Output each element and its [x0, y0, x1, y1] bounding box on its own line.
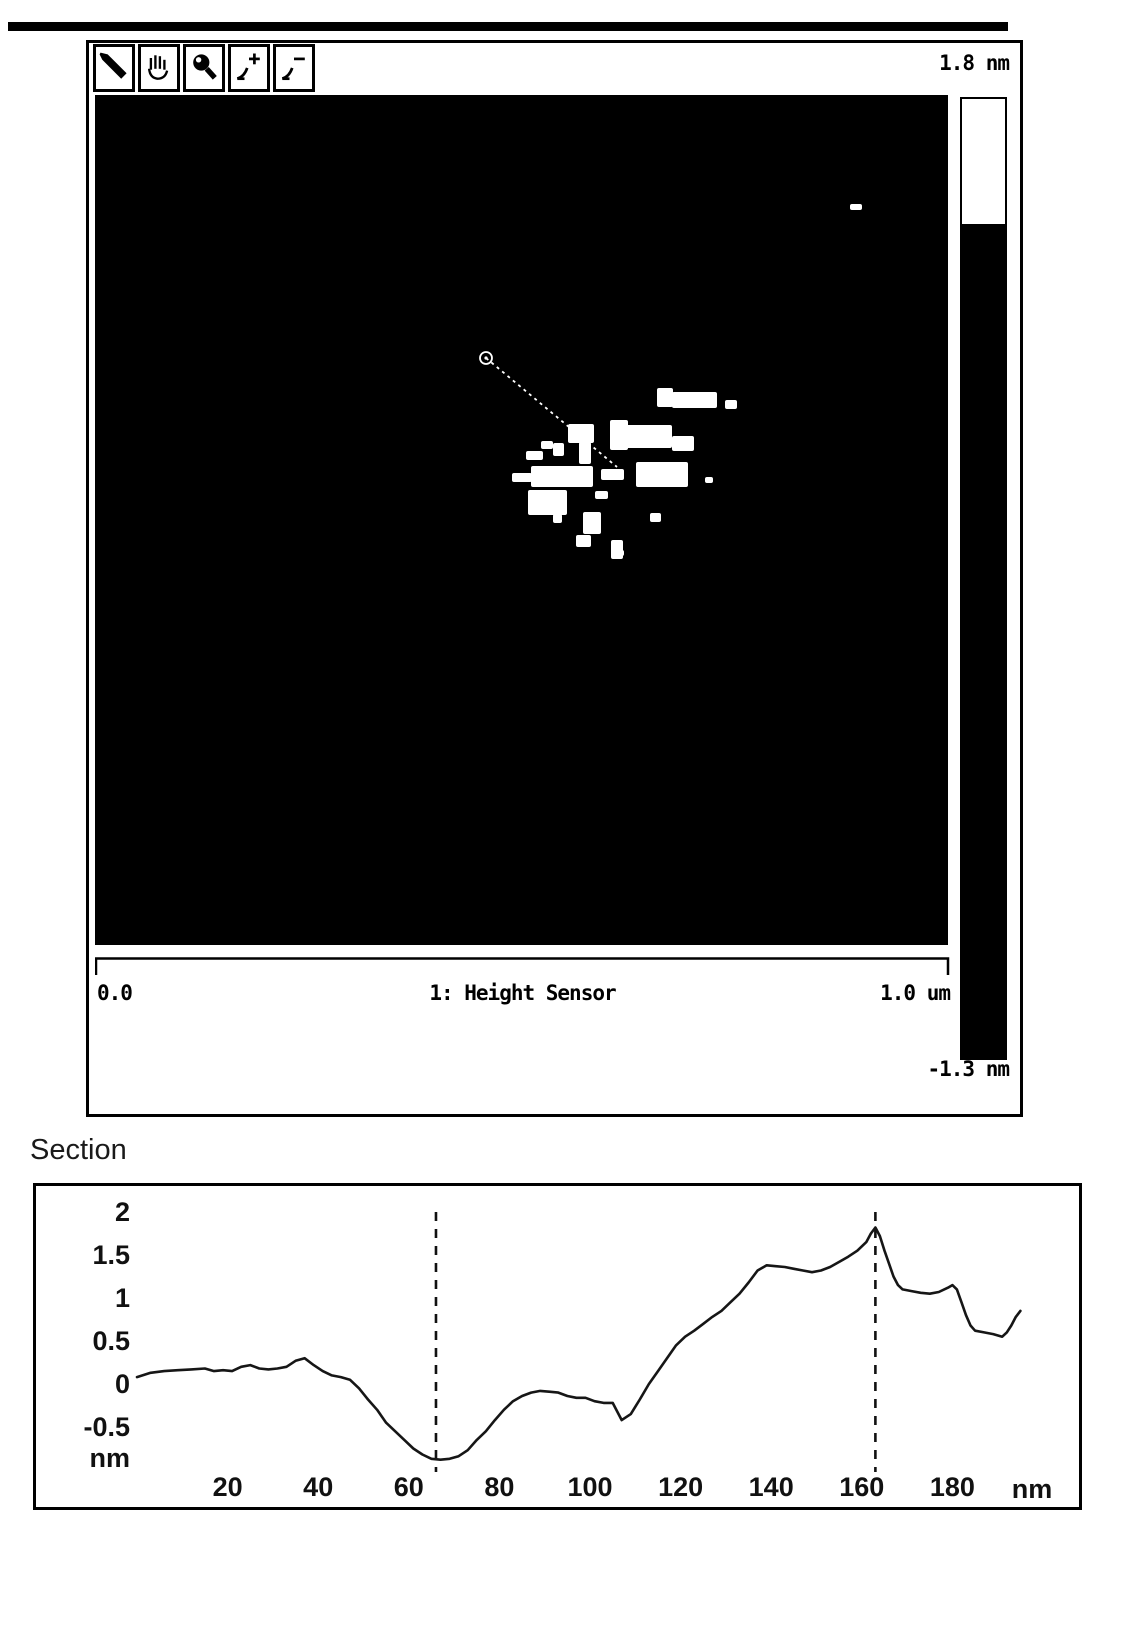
marker-add-tool-button[interactable] [228, 44, 270, 92]
x-tick-label: 60 [393, 1472, 424, 1502]
section-chart [33, 1183, 1082, 1510]
surface-feature [528, 490, 567, 515]
x-axis-unit-label: nm [1011, 1474, 1053, 1504]
top-divider-bar [8, 22, 1008, 31]
surface-feature [620, 425, 672, 448]
surface-feature [576, 535, 591, 547]
x-tick-label: 120 [658, 1472, 704, 1502]
x-tick-label: 140 [748, 1472, 794, 1502]
surface-feature [705, 477, 713, 483]
surface-feature [601, 469, 624, 480]
section-chart-title: Section [30, 1134, 127, 1166]
x-tick-label: 40 [303, 1472, 334, 1502]
hand-icon [141, 47, 177, 90]
surface-feature [672, 436, 694, 451]
height-profile-curve [137, 1228, 1020, 1460]
afm-height-image[interactable] [95, 95, 948, 945]
y-tick-label: 2 [114, 1197, 130, 1227]
section-chart-canvas [36, 1186, 1079, 1507]
x-scale-bracket [95, 957, 950, 979]
surface-feature [553, 443, 564, 456]
y-tick-label: 0 [114, 1369, 130, 1399]
pan-tool-button[interactable] [138, 44, 180, 92]
magnifier-icon [186, 47, 222, 90]
color-scale-max-label: 1.8 nm [939, 51, 1009, 75]
y-axis-unit-label: nm [89, 1443, 130, 1473]
x-scale-max-label: 1.0 um [880, 981, 950, 1005]
height-colorbar [960, 97, 1007, 1060]
surface-feature [531, 466, 593, 487]
x-tick-label: 160 [839, 1472, 885, 1502]
marker-remove-tool-button[interactable] [273, 44, 315, 92]
y-tick-label: 0.5 [92, 1326, 130, 1356]
x-scale-min-label: 0.0 [97, 981, 132, 1005]
surface-feature [611, 540, 623, 559]
x-tick-label: 180 [929, 1472, 975, 1502]
surface-feature [725, 400, 737, 409]
afm-image-panel [86, 40, 1023, 1117]
cursor-minus-icon [276, 47, 312, 90]
afm-scale-labels [95, 981, 950, 1009]
x-tick-label: 20 [212, 1472, 243, 1502]
line-section-tool-button[interactable] [93, 44, 135, 92]
surface-feature [618, 550, 624, 556]
y-tick-label: 1 [114, 1283, 130, 1313]
color-scale-min-label: -1.3 nm [927, 1057, 1009, 1081]
surface-feature [579, 442, 591, 464]
surface-feature [595, 491, 608, 499]
surface-feature [553, 514, 562, 523]
surface-feature [526, 451, 543, 460]
x-tick-label: 100 [567, 1472, 613, 1502]
surface-feature [568, 424, 594, 443]
x-tick-label: 80 [484, 1472, 515, 1502]
surface-feature [850, 204, 862, 210]
toolbar [93, 44, 315, 92]
y-tick-label: 1.5 [92, 1240, 130, 1270]
diagonal-marker-icon [96, 47, 132, 90]
channel-label: 1: Height Sensor [429, 981, 616, 1005]
surface-feature [541, 441, 553, 449]
surface-feature [657, 388, 673, 407]
zoom-tool-button[interactable] [183, 44, 225, 92]
surface-feature [636, 462, 688, 487]
y-tick-label: -0.5 [83, 1412, 130, 1442]
cursor-plus-icon [231, 47, 267, 90]
surface-feature [512, 473, 532, 482]
surface-feature [583, 512, 601, 534]
surface-feature [650, 513, 661, 522]
surface-feature [672, 392, 717, 408]
colorbar-white-range [962, 99, 1005, 224]
afm-height-image-canvas[interactable] [95, 95, 948, 945]
